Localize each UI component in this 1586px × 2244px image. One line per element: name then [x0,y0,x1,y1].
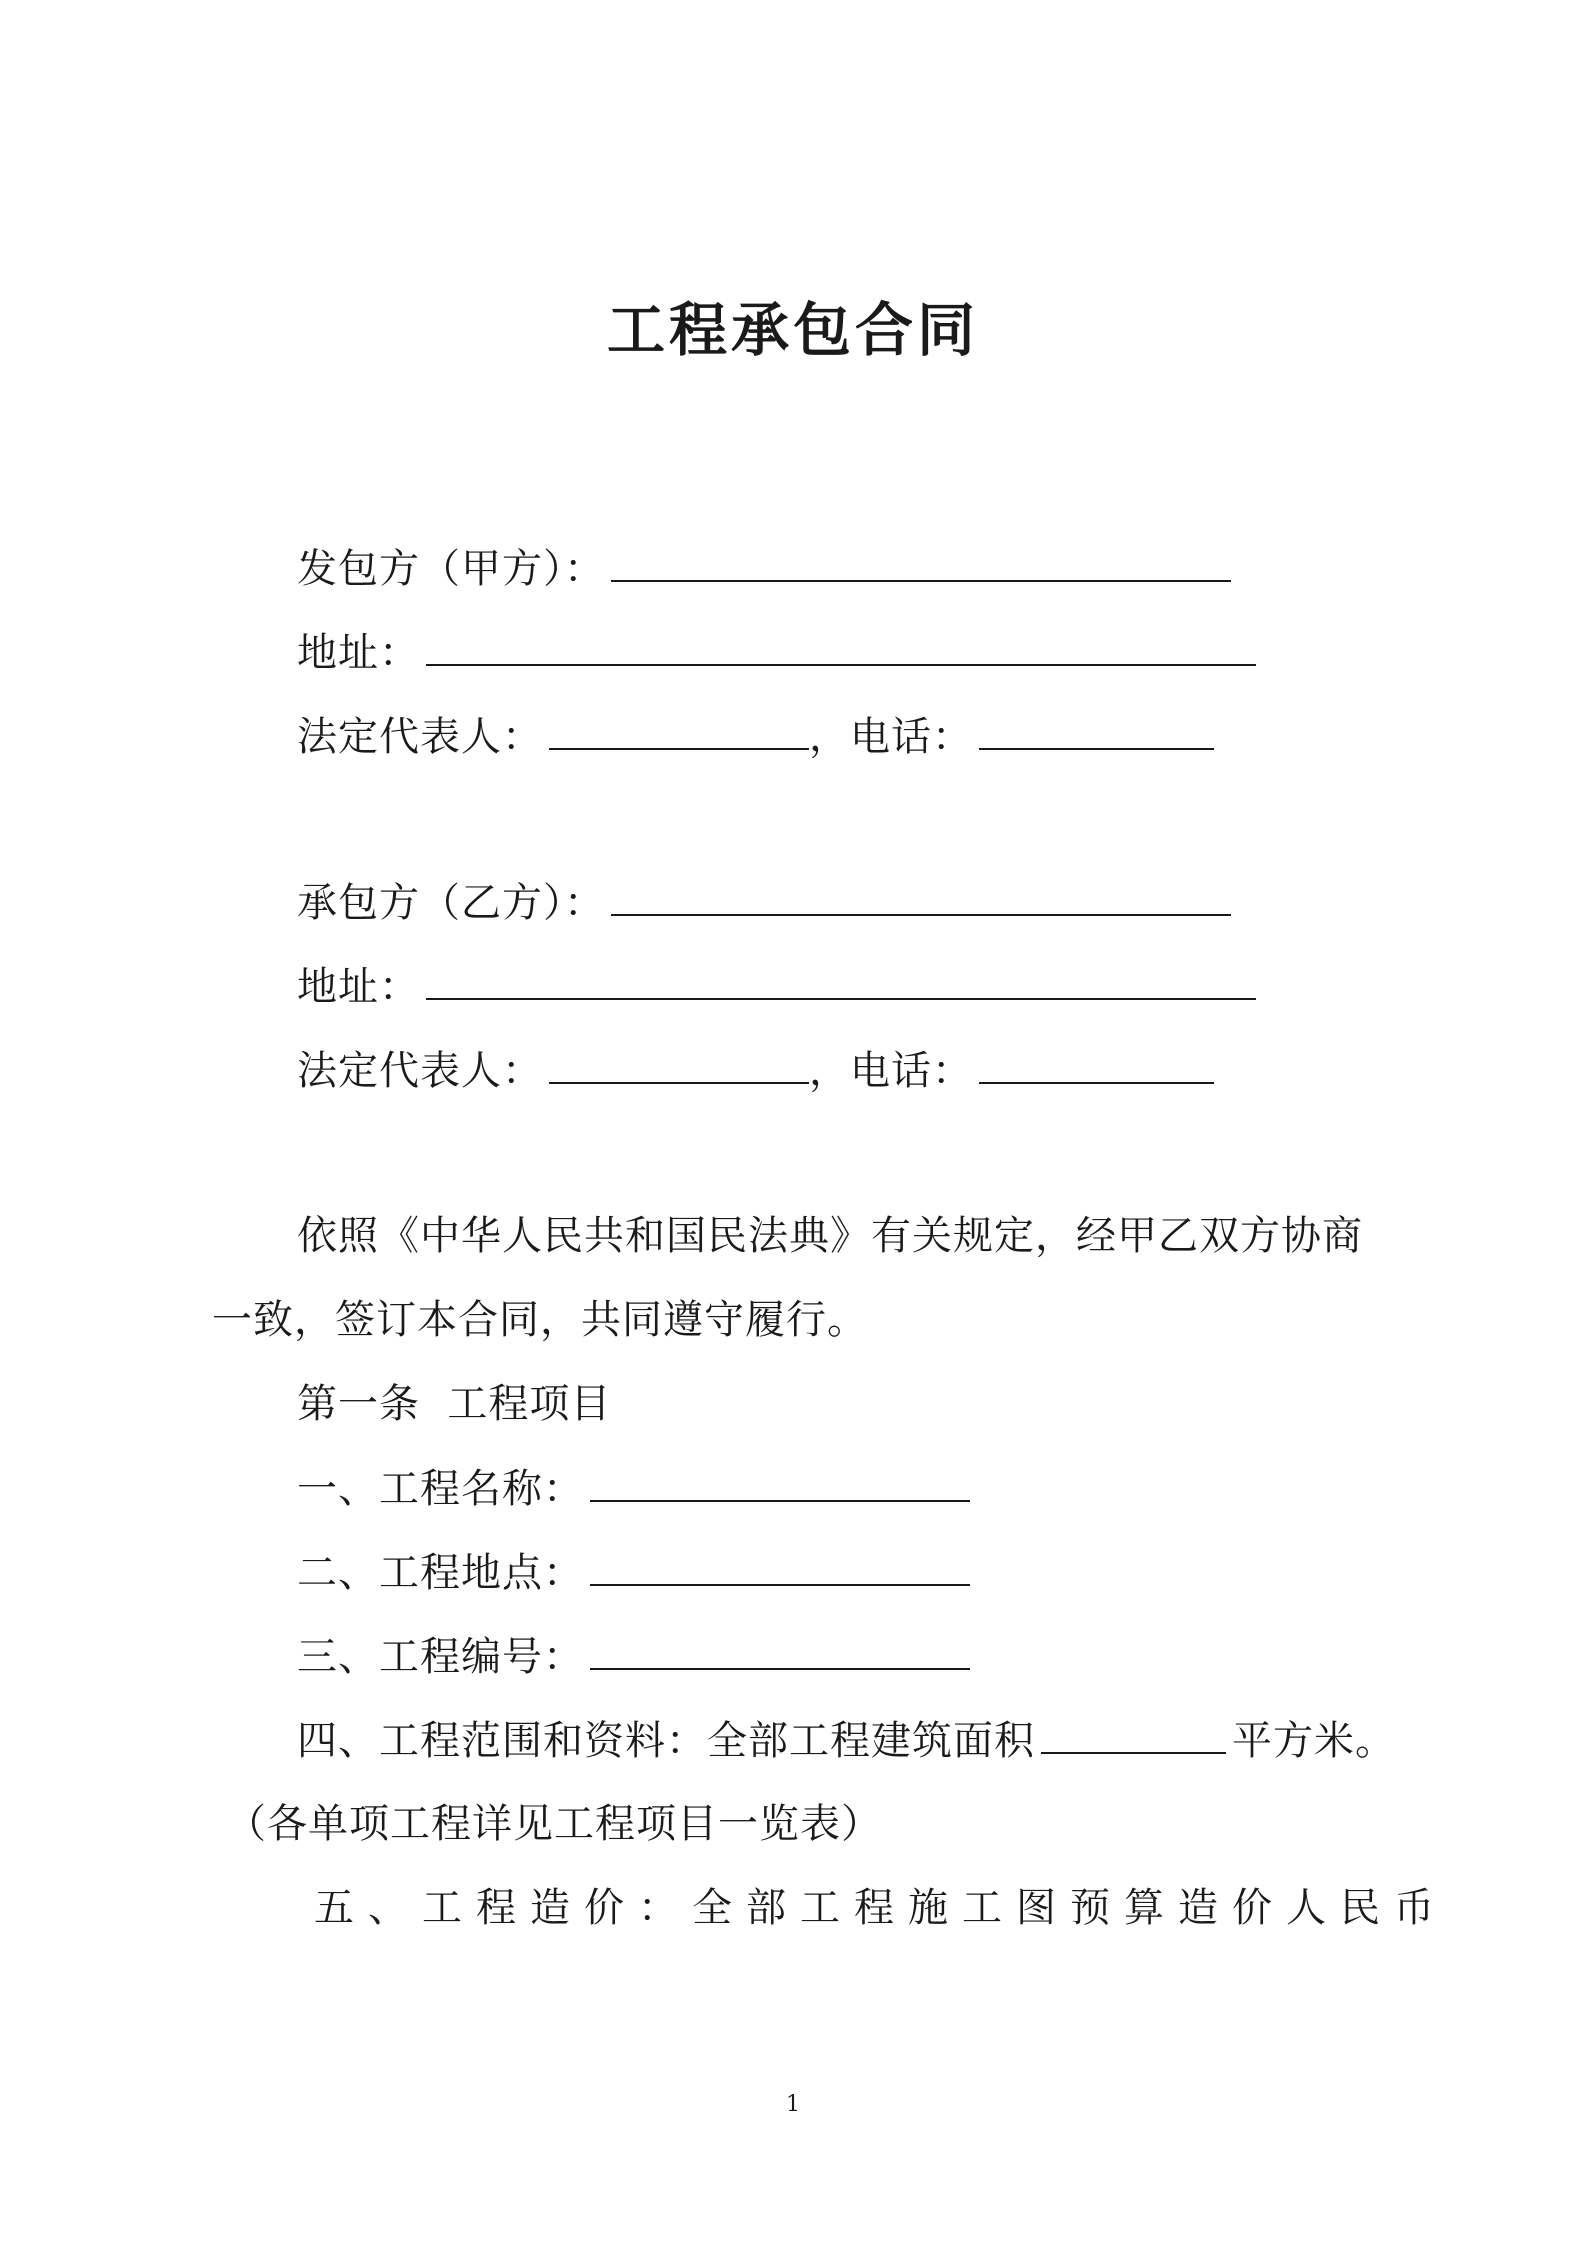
party-b-address-line [297,958,1256,1015]
intro-line-1: 依照《中华人民共和国民法典》有关规定，经甲乙双方协商 [297,1213,1363,1259]
party-b-name-label: 承包方（乙方）： [297,880,605,926]
item-2-label: 二、工程地点： [297,1550,584,1596]
party-a-name-line [297,540,1231,597]
party-b-address-blank[interactable] [426,958,1256,1000]
party-b-phone-label: ，电话： [809,1048,973,1094]
project-number-blank[interactable] [590,1628,970,1670]
party-a-address-line [297,624,1256,681]
party-a-name-blank[interactable] [611,540,1231,582]
item-4-note: （各单项工程详见工程项目一览表） [226,1801,882,1847]
party-a-phone-label: ，电话： [809,714,973,760]
item-3-line [297,1628,970,1685]
item-1-label: 一、工程名称： [297,1466,584,1512]
project-location-blank[interactable] [590,1544,970,1586]
party-a-rep-line [297,708,1214,765]
item-3-label: 三、工程编号： [297,1634,584,1680]
party-a-rep-label: 法定代表人： [297,714,543,760]
party-a-address-blank[interactable] [426,624,1256,666]
item-4-line [297,1712,1396,1769]
party-a-address-label: 地址： [297,630,420,676]
party-b-rep-blank[interactable] [549,1042,809,1084]
party-b-rep-line [297,1042,1214,1099]
page-number: 1 [786,2092,800,2117]
item-4-text: 四、工程范围和资料：全部工程建筑面积 [297,1718,1035,1764]
party-a-name-label: 发包方（甲方）： [297,546,605,592]
party-a-phone-blank[interactable] [979,708,1214,750]
item-5-line: 五、工程造价：全部工程施工图预算造价人民币 [314,1885,1448,1931]
party-b-phone-blank[interactable] [979,1042,1214,1084]
item-2-line [297,1544,970,1601]
party-b-name-line [297,874,1231,931]
item-1-line [297,1460,970,1517]
intro-line-2: 一致，签订本合同，共同遵守履行。 [212,1297,868,1343]
document-title: 工程承包合同 [606,296,979,364]
party-a-rep-blank[interactable] [549,708,809,750]
party-b-address-label: 地址： [297,964,420,1010]
party-b-rep-label: 法定代表人： [297,1048,543,1094]
project-name-blank[interactable] [590,1460,970,1502]
article-1-heading: 第一条 工程项目 [297,1381,612,1427]
item-4-unit: 平方米。 [1232,1718,1396,1764]
party-b-name-blank[interactable] [611,874,1231,916]
building-area-blank[interactable] [1041,1712,1226,1754]
